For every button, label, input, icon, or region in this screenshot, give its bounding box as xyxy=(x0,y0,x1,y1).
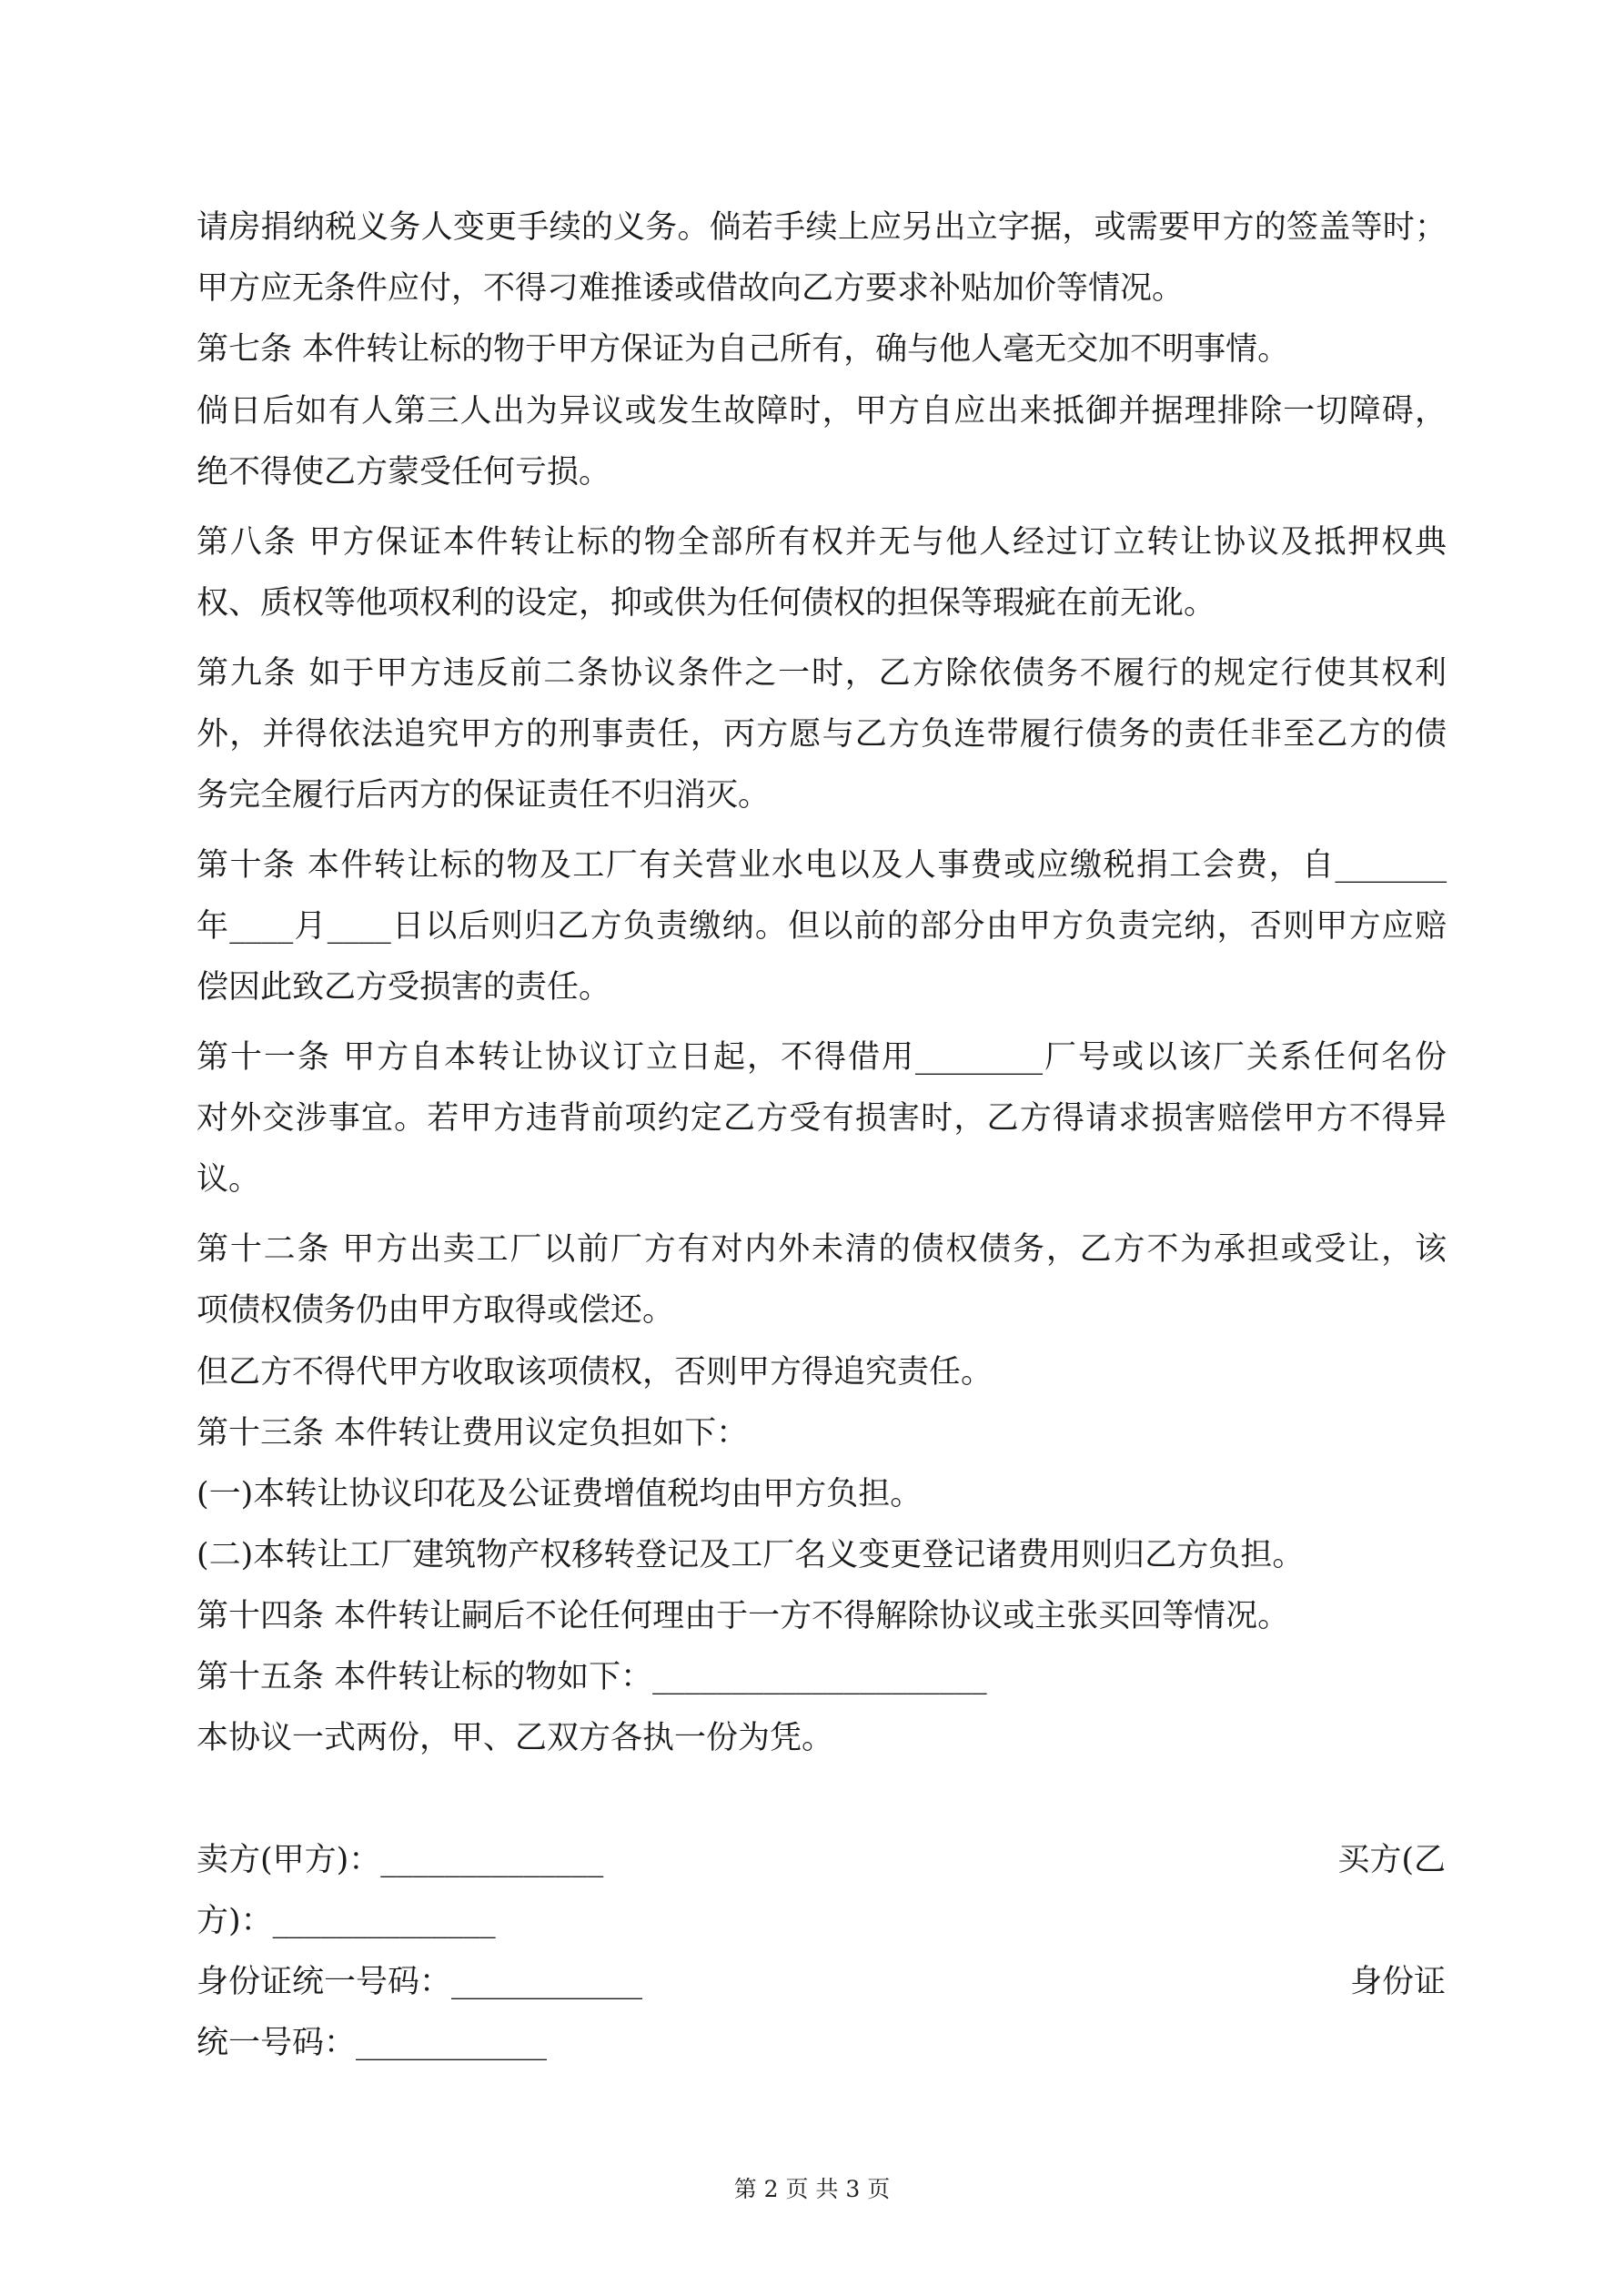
buyer-label: 买方(乙 xyxy=(1337,1842,1446,1878)
clause-7: 第七条 本件转让标的物于甲方保证为自己所有，确与他人毫无交加不明事情。 xyxy=(197,331,1290,368)
clause-13-item-1: (一)本转让协议印花及公证费增值税均由甲方负担。 xyxy=(197,1476,923,1512)
clause-12: 第十二条 甲方出卖工厂以前厂方有对内外未清的债权债务，乙方不为承担或受让，该 xyxy=(197,1231,1447,1268)
page-number-footer: 第 2 页 共 3 页 xyxy=(733,2176,891,2202)
paragraph-line: 甲方应无条件应付，不得刁难推诿或借故向乙方要求补贴加价等情况。 xyxy=(197,270,1185,307)
clause-9: 第九条 如于甲方违反前二条协议条件之一时，乙方除依债务不履行的规定行使其权利 xyxy=(197,655,1447,692)
closing-statement: 本协议一式两份，甲、乙双方各执一份为凭。 xyxy=(197,1720,834,1756)
clause-10: 第十条 本件转让标的物及工厂有关营业水电以及人事费或应缴税捐工会费，自_______ xyxy=(197,847,1447,884)
clause-15: 第十五条 本件转让标的物如下：_____________________ xyxy=(197,1659,987,1695)
paragraph-line: 偿因此致乙方受损害的责任。 xyxy=(197,969,611,1006)
paragraph-line: 请房捐纳税义务人变更手续的义务。倘若手续上应另出立字据，或需要甲方的签盖等时； xyxy=(197,209,1447,246)
clause-8: 第八条 甲方保证本件转让标的物全部所有权并无与他人经过订立转让协议及抵押权典 xyxy=(197,524,1447,561)
paragraph-line: 对外交涉事宜。若甲方违背前项约定乙方受有损害时，乙方得请求损害赔偿甲方不得异 xyxy=(197,1100,1447,1137)
paragraph-line: 年____月____日以后则归乙方负责缴纳。但以前的部分由甲方负责完纳，否则甲方应赔 xyxy=(197,908,1447,945)
seller-id-line: 身份证统一号码：____________ xyxy=(197,1964,643,2000)
paragraph-line: 务完全履行后丙方的保证责任不归消灭。 xyxy=(197,777,771,814)
buyer-signature-line: 方)：______________ xyxy=(197,1903,496,1939)
clause-13-item-2: (二)本转让工厂建筑物产权移转登记及工厂名义变更登记诸费用则归乙方负担。 xyxy=(197,1537,1305,1573)
paragraph-line: 权、质权等他项权利的设定，抑或供为任何债权的担保等瑕疵在前无讹。 xyxy=(197,585,1216,622)
paragraph-line: 议。 xyxy=(197,1161,261,1198)
paragraph-line: 外，并得依法追究甲方的刑事责任，丙方愿与乙方负连带履行债务的责任非至乙方的债 xyxy=(197,716,1447,753)
paragraph-line: 倘日后如有人第三人出为异议或发生故障时，甲方自应出来抵御并据理排除一切障碍， xyxy=(197,393,1447,430)
buyer-id-label: 身份证 xyxy=(1349,1964,1446,2000)
clause-13: 第十三条 本件转让费用议定负担如下： xyxy=(197,1415,749,1451)
clause-11: 第十一条 甲方自本转让协议订立日起，不得借用________厂号或以该厂关系任何名份 xyxy=(197,1039,1447,1076)
paragraph-line: 绝不得使乙方蒙受任何亏损。 xyxy=(197,454,611,491)
clause-14: 第十四条 本件转让嗣后不论任何理由于一方不得解除协议或主张买回等情况。 xyxy=(197,1598,1290,1634)
seller-signature-line: 卖方(甲方)：______________ xyxy=(197,1842,604,1878)
paragraph-line: 但乙方不得代甲方收取该项债权，否则甲方得追究责任。 xyxy=(197,1354,994,1391)
paragraph-line: 项债权债务仍由甲方取得或偿还。 xyxy=(197,1292,675,1329)
buyer-id-line: 统一号码：____________ xyxy=(197,2025,548,2061)
